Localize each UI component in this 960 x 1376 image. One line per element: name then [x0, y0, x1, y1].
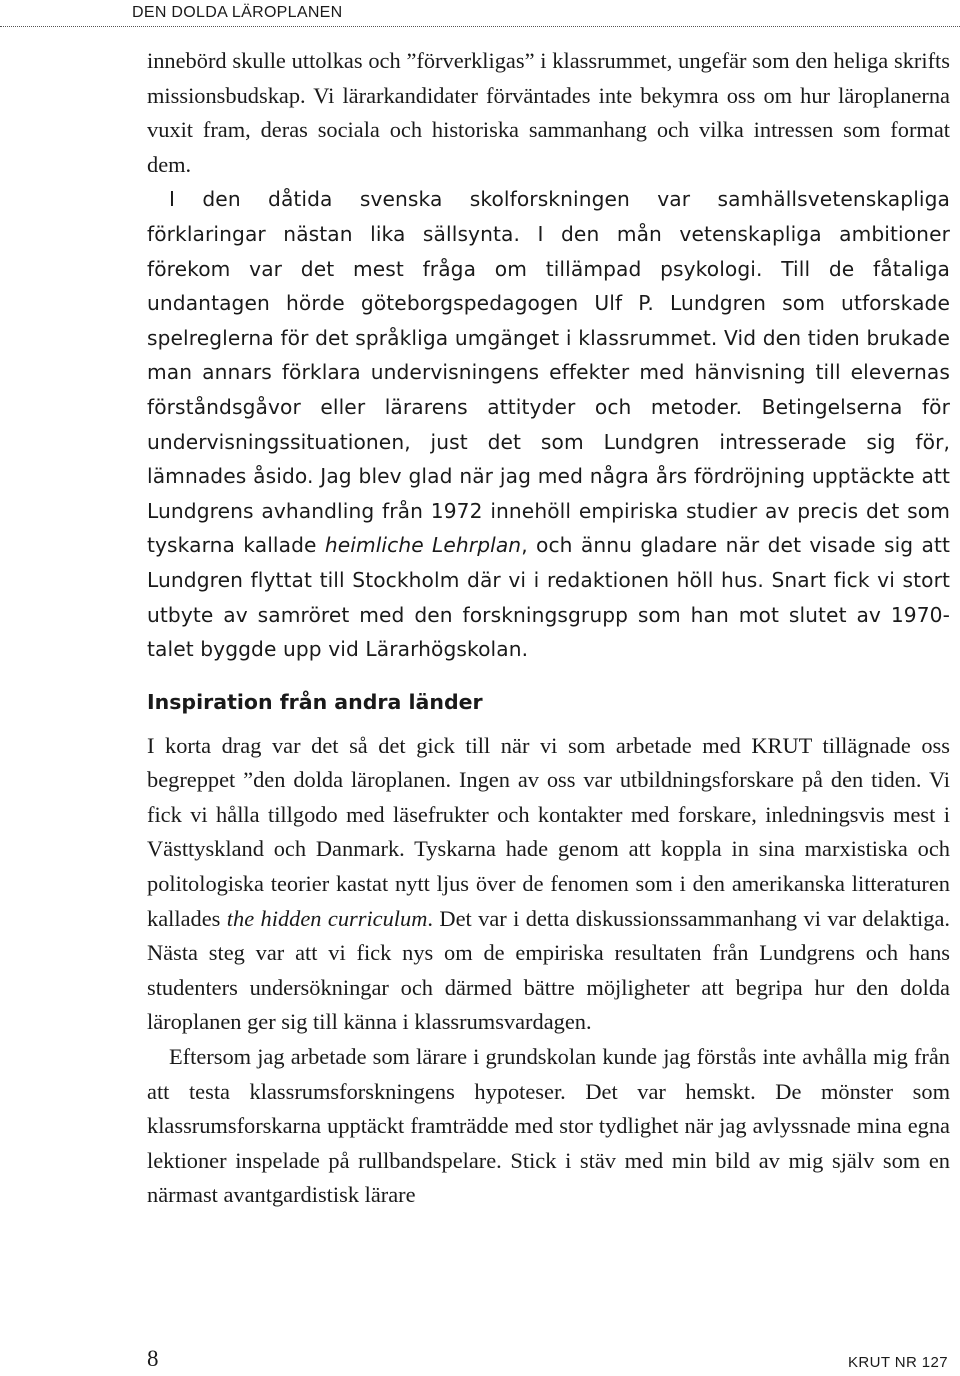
paragraph-classroom-test: Eftersom jag arbetade som lärare i grundskolan kunde jag förstås inte avhålla mig från att testa klassrumsforskningens hypoteser. Det var hemskt. De mönster som klassrumsforskarna upptäckt framträdde med stor tydlighet när jag avlyssnade mina egna lektioner inspelade på rullbandspelare. Stick i stäv med min bild av mig själv som en närmast avantgardistisk lärare — [147, 1044, 950, 1208]
page-number: 8 — [147, 1346, 159, 1371]
page-body — [147, 44, 950, 1213]
paragraph-lundgren-post: , och ännu gladare när det visade sig att Lundgren flyttat till Stockholm där vi i redaktionen höll hus. Snart fick vi stort utbyte av samröret med den forskningsgrupp som han mot slutet av 1970-talet byggde upp vid Lärarhögskolan. — [147, 533, 950, 662]
section-heading: Inspiration från andra länder — [147, 689, 483, 714]
paragraph-research-context-text: I den dåtida svenska skolforskningen var samhällsvetenskapliga förklaringar nästan lika sällsynta. I den mån vetenskapliga ambitioner förekom var det mest fråga om tillämpad psykologi. Till de fåtaliga undantagen hörde göteborgspedagogen Ulf P. Lundgren som utforskade spelreglerna för det språkliga umgänget i klassrummet. — [147, 187, 950, 350]
paragraph-lundgren-pre: Vid den tiden brukade man annars förklara undervisningens effekter med hänvisning till elevernas förståndsgåvor eller lärarens attityder och metoder. Betingelserna för undervisningssituationen, just det som Lundgren intresserade sig för, lämnades åsido. Jag blev glad när jag med några års fördröjning upptäckte att Lundgrens avhandling från 1972 innehöll empiriska studier av precis det som tyskarna kallade — [147, 325, 950, 558]
paragraph-inspiration-post: . Det var i detta diskussionssammanhang vi var delaktiga. Nästa steg var att vi fick nys om de empiriska resultaten från Lundgrens och hans studenters undersökningar och därmed bättre möjligheter att begripa hur den dolda läroplanen ger sig till känna i klassrumsvardagen. — [147, 905, 950, 1035]
term-heimliche-lehrplan: heimliche Lehrplan — [324, 533, 522, 558]
paragraph-continued: innebörd skulle uttolkas och ”förverkligas” i klassrummet, ungefär som den heliga skrifts missionsbudskap. Vi lärarkandidater förväntades inte bekymra oss om hur läroplanerna vuxit fram, deras sociala och historiska sammanhang och vilka intressen som format dem. — [147, 48, 950, 177]
paragraph-inspiration — [147, 729, 950, 1040]
running-header — [0, 0, 960, 27]
publication-issue: KRUT NR 127 — [848, 1354, 948, 1371]
paragraph-research-context — [147, 182, 950, 666]
term-hidden-curriculum: the hidden curriculum — [226, 905, 428, 931]
paragraph-lundgren-text — [147, 326, 950, 661]
running-title: DEN DOLDA LÄROPLANEN — [132, 4, 343, 21]
header-divider — [0, 26, 960, 27]
paragraph-inspiration-pre: I korta drag var det så det gick till när vi som arbetade med KRUT tillägnade oss begreppet ”den dolda läroplanen. Ingen av oss var utbildningsforskare på den tiden. Vi fick vi hålla tillgodo med läsefrukter och kontakter med forskare, inledningsvis mest i Västtyskland och Danmark. Tyskarna hade genom att koppla in sina marxistiska och politologiska teorier kastat nytt ljus över de fenomen som i den amerikanska litteraturen kallades — [147, 732, 950, 931]
